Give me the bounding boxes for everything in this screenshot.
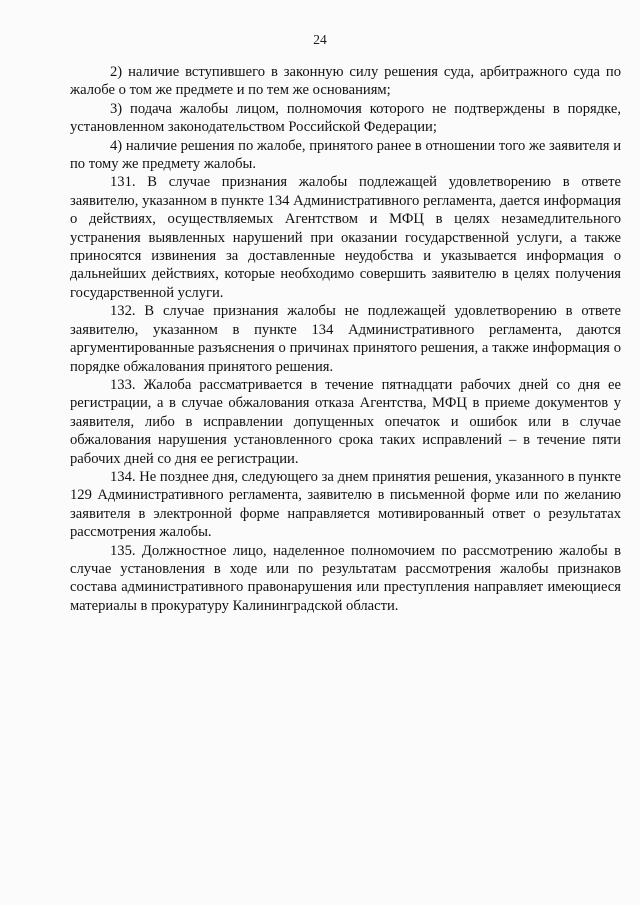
paragraph-134: 134. Не позднее дня, следующего за днем принятия решения, указанного в пункте 129 Административного регламента, заявителю в письменной форме или по желанию заявителя в электронной форме направляется мотивированный ответ о результатах рассмотрения жалобы. [70, 468, 621, 541]
page-number: 24 [313, 32, 327, 47]
paragraph-135: 135. Должностное лицо, наделенное полномочием по рассмотрению жалобы в случае установления в ходе или по результатам рассмотрения жалобы признаков состава административного правонарушения или преступления направляет имеющиеся материалы в прокуратуру Калининградской области. [70, 542, 621, 614]
paragraph-item-4: 4) наличие решения по жалобе, принятого ранее в отношении того же заявителя и по тому же предмету жалобы. [70, 137, 621, 173]
paragraph-item-3: 3) подача жалобы лицом, полномочия которого не подтверждены в порядке, установленном законодательством Российской Федерации; [70, 100, 621, 136]
paragraph-133: 133. Жалоба рассматривается в течение пятнадцати рабочих дней со дня ее регистрации, а в случае обжалования отказа Агентства, МФЦ в приеме документов у заявителя, либо в исправлении допущенных опечаток и ошибок или в случае обжалования нарушения установленного срока таких исправлений – в течение пяти рабочих дней со дня ее регистрации. [70, 376, 621, 467]
paragraph-item-2: 2) наличие вступившего в законную силу решения суда, арбитражного суда по жалобе о том же предмете и по тем же основаниям; [70, 64, 621, 99]
document-body [70, 63, 621, 615]
paragraph-132: 132. В случае признания жалобы не подлежащей удовлетворению в ответе заявителю, указанном в пункте 134 Административного регламента, даются аргументированные разъяснения о причинах принятого решения, а также информация о порядке обжалования принятого решения. [70, 303, 621, 375]
paragraph-131: 131. В случае признания жалобы подлежащей удовлетворению в ответе заявителю, указанном в пункте 134 Административного регламента, дается информация о действиях, осуществляемых Агентством и МФЦ в целях незамедлительного устранения выявленных нарушений при оказании государственной услуги, а также приносятся извинения за доставленные неудобства и указывается информация о дальнейших действиях, которые необходимо совершить заявителю в целях получения государственной услуги. [70, 174, 621, 301]
